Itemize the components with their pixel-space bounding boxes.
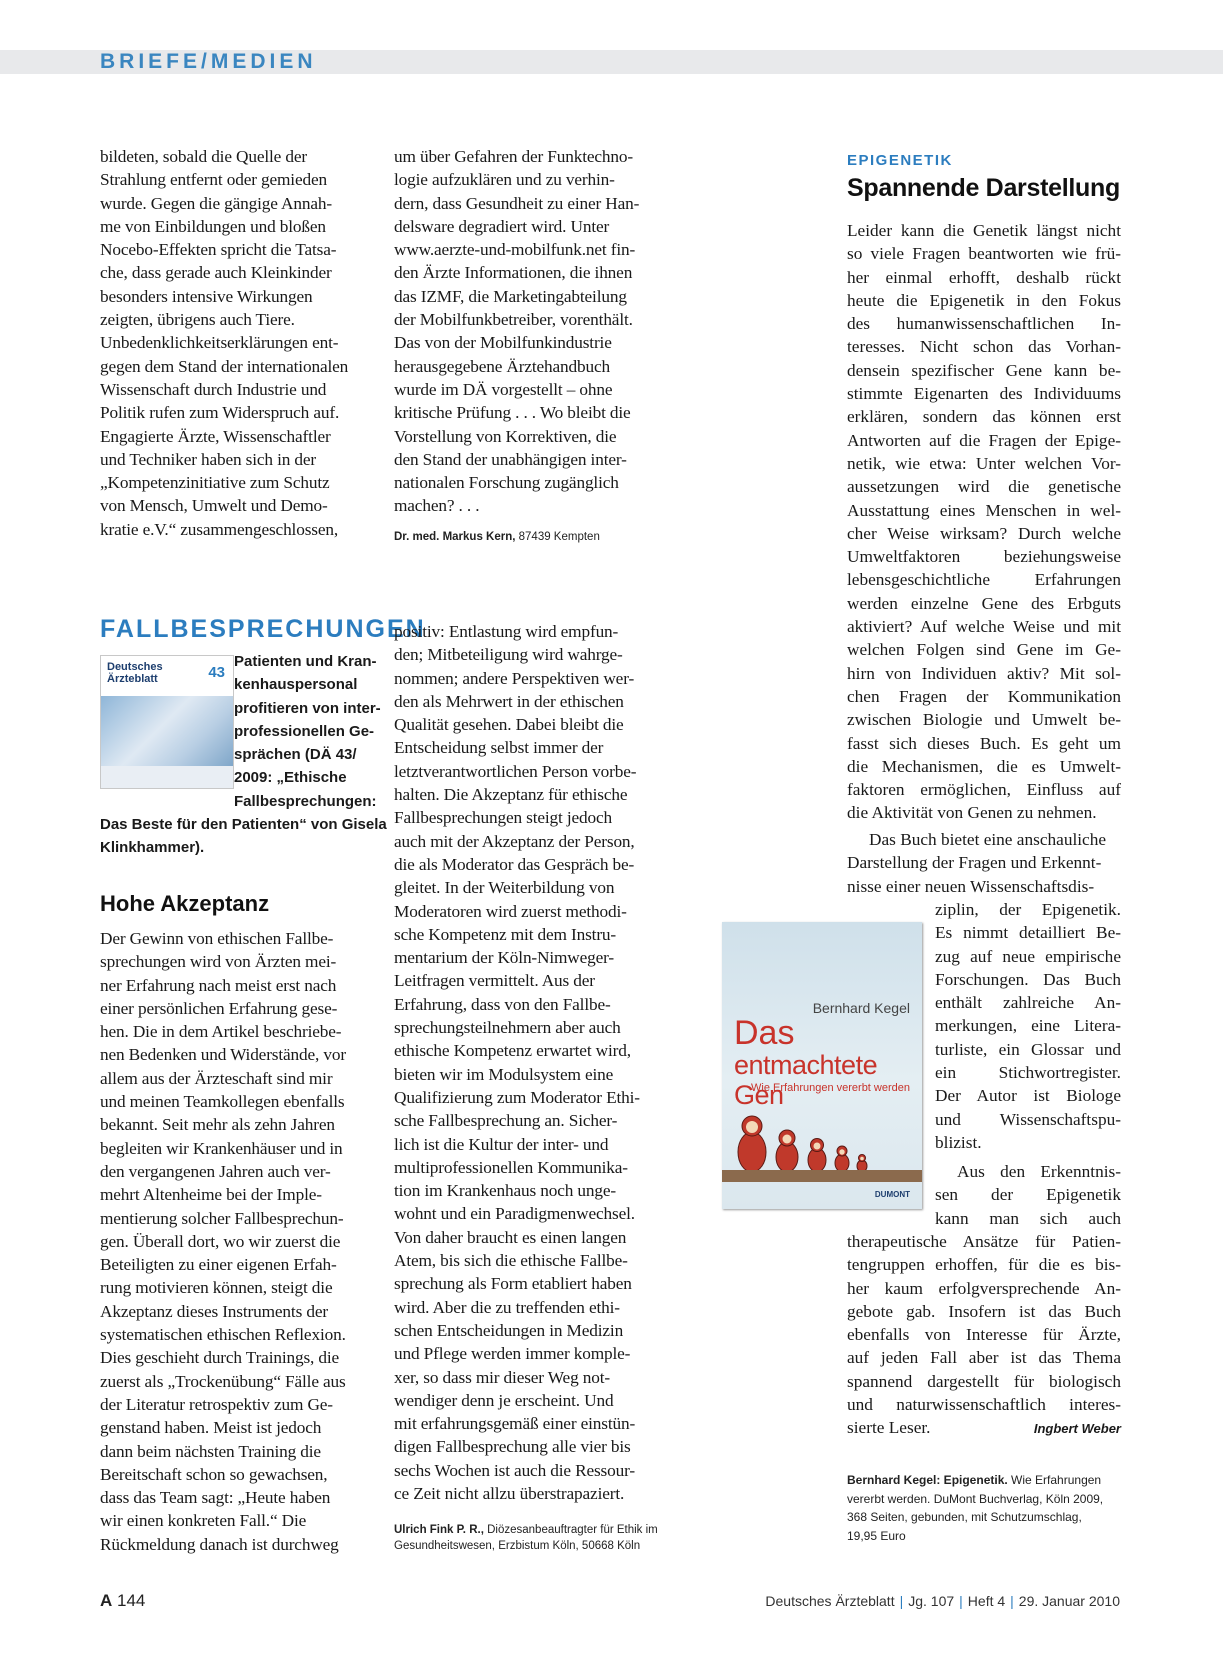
text-line: Politik rufen zum Widerspruch auf.: [100, 403, 340, 423]
text-line: Dies geschieht durch Trainings, die: [100, 1348, 340, 1368]
footer-issue: Heft 4: [967, 1593, 1006, 1609]
reference-line: kenhauspersonal: [234, 676, 358, 694]
text-line: des humanwissenschaftlichen In-: [847, 314, 1121, 334]
epigenetik-body: [847, 219, 1121, 825]
footer-journal: Deutsches Ärzteblatt: [765, 1593, 895, 1609]
text-line: kratie e.V.“ zusammengeschlossen,: [100, 519, 339, 539]
reference-line: Das Beste für den Patienten“ von Gisela: [100, 816, 387, 833]
reference-line: 2009: „Ethische: [234, 769, 347, 787]
text-line: einer persönlichen Erfahrung gese-: [100, 998, 338, 1018]
fallbesprechungen-col1: [100, 927, 375, 1556]
text-line: das IZMF, die Marketingabteilung: [394, 286, 627, 306]
text-line: heute die Epigenetik in den Fokus: [847, 290, 1121, 310]
signature-fink-rest: Diözesanbeauftragter für Ethik im: [483, 1524, 658, 1536]
text-line: auch mit der Akzeptanz der Person,: [394, 831, 635, 851]
text-line: hirn von Individuen aktiv? Mit sol-: [847, 663, 1121, 683]
text-line: wendiger denn je erscheint. Und: [394, 1390, 614, 1410]
text-line: ziplin, der Epigenetik.: [935, 900, 1121, 919]
text-line: lich ist die Kultur der inter- und: [394, 1134, 609, 1154]
text-line: cher Weise wirksam? Durch welche: [847, 523, 1121, 543]
text-line: den Ärzte Informationen, die ihnen: [394, 263, 633, 283]
citation-line-1: Wie Erfahrungen: [1007, 1473, 1102, 1487]
signature-place: 87439 Kempten: [515, 531, 600, 543]
letter-continuation-col2: [394, 145, 684, 518]
text-line: sprechungsteilnehmern aber auch: [394, 1018, 621, 1038]
text-line: dann beim nächsten Training die: [100, 1441, 321, 1461]
text-line: sprechungen wird von Ärzten mei-: [100, 952, 337, 972]
reference-line: Klinkhammer).: [100, 839, 205, 857]
footer-date: 29. Januar 2010: [1018, 1593, 1120, 1609]
text-line: Engagierte Ärzte, Wissenschaftler: [100, 426, 331, 446]
text-line: letztverantwortlichen Person vorbe-: [394, 761, 637, 781]
text-line: welchen Folgen sind Gene im Ge-: [847, 640, 1121, 660]
text-line: Moderatoren wird zuerst methodi-: [394, 901, 627, 921]
reference-line: professionellen Ge-: [234, 722, 375, 740]
text-line: www.aerzte-und-mobilfunk.net fin-: [394, 240, 636, 260]
text-line: logie aufzuklären und zu verhin-: [394, 170, 615, 190]
text-line: ein Stichwortregister.: [935, 1063, 1121, 1083]
text-line: zeigten, übrigens auch Tiere.: [100, 310, 295, 330]
text-line: von Mensch, Umwelt und Demo-: [100, 496, 328, 516]
text-line: mentierung solcher Fallbesprechun-: [100, 1208, 344, 1228]
text-line: Der Autor ist Biologe: [935, 1086, 1121, 1106]
footer-volume: Jg. 107: [908, 1593, 955, 1609]
text-line: gen. Überall dort, wo wir zuerst die: [100, 1231, 341, 1251]
citation-line-2: vererbt werden. DuMont Buchverlag, Köln 2009,: [847, 1491, 1104, 1506]
text-line: um über Gefahren der Funktechno-: [394, 147, 633, 166]
subhead-hohe-akzeptanz: Hohe Akzeptanz: [100, 891, 270, 916]
epigenetik-last-line-row: [847, 1416, 1121, 1439]
epigenetik-kicker: EPIGENETIK: [847, 152, 953, 169]
text-line: den vergangenen Jahren auch ver-: [100, 1161, 331, 1181]
text-line: Erfahrung, dass von den Fallbe-: [394, 994, 611, 1014]
text-line: turliste, ein Glossar und: [935, 1039, 1121, 1059]
text-line: ce Zeit nicht allzu überstrapaziert.: [394, 1483, 625, 1503]
text-line: chen Fragen der Kommunikation: [847, 686, 1121, 706]
text-line: netik, wie etwa: Unter welchen Vor-: [847, 453, 1121, 473]
text-line: und Techniker haben sich in der: [100, 449, 317, 469]
text-line: allem aus der Ärzteschaft sind mir: [100, 1068, 333, 1088]
matryoshka-dolls-illustration: [722, 1100, 922, 1175]
text-line: teresses. Nicht schon das Vorhan-: [847, 337, 1121, 357]
reference-line: Patienten und Kran-: [234, 653, 377, 670]
text-line: Der Gewinn von ethischen Fallbe-: [100, 929, 334, 948]
text-line: Ausstattung eines Menschen in wel-: [847, 500, 1121, 520]
text-line: der Literatur retrospektiv zum Ge-: [100, 1394, 333, 1414]
text-line: lebensgeschichtliche Erfahrungen: [847, 570, 1121, 590]
text-line: Darstellung der Fragen und Erkennt-: [847, 853, 1102, 873]
text-line: tengruppen erhoffen, für die es bis-: [847, 1255, 1121, 1275]
text-line: sprechung als Form etabliert haben: [394, 1274, 632, 1294]
text-line: Das von der Mobilfunkindustrie: [394, 333, 612, 353]
text-line: nen Bedenken und Widerstände, vor: [100, 1045, 346, 1065]
text-line: nommen; andere Perspektiven wer-: [394, 668, 635, 688]
text-line: rung motivieren können, steigt die: [100, 1278, 333, 1298]
text-line: herausgegebene Ärztehandbuch: [394, 356, 611, 376]
text-line: und naturwissenschaftlich interes-: [847, 1395, 1121, 1415]
text-line: bieten wir im Modulsystem eine: [394, 1064, 614, 1084]
text-line: digen Fallbesprechung alle vier bis: [394, 1437, 631, 1457]
reference-text-narrow: [234, 650, 381, 813]
text-line: halten. Die Akzeptanz für ethische: [394, 785, 628, 805]
fallbesprechungen-col2: [394, 620, 684, 1505]
text-line: ebenfalls von Interesse für Ärzte,: [847, 1325, 1121, 1345]
text-line: Unbedenklichkeitserklärungen ent-: [100, 333, 339, 353]
epigenetik-para2-wrap: [935, 898, 1121, 1154]
reference-line: profitieren von inter-: [234, 699, 381, 717]
book-citation: [847, 1471, 1122, 1545]
epigenetik-para3-wrap: [935, 1160, 1121, 1230]
text-line: die als Moderator das Gespräch be-: [394, 854, 635, 874]
text-line: der Mobilfunkbetreiber, vorenthält.: [394, 310, 633, 330]
text-line: bildeten, sobald die Quelle der: [100, 147, 307, 166]
text-line: Qualifizierung zum Moderator Ethi-: [394, 1087, 640, 1107]
signature-name: Dr. med. Markus Kern,: [394, 531, 516, 543]
text-line: Antworten auf die Fragen der Epige-: [847, 430, 1121, 450]
book-cover-title-1: Das: [734, 1014, 795, 1052]
cover-photo: [101, 696, 233, 766]
text-line: wurde. Gegen die gängige Annah-: [100, 193, 332, 213]
text-line: her kaum erfolgversprechende An-: [847, 1278, 1121, 1298]
text-line: Leitfragen vermittelt. Aus der: [394, 971, 595, 991]
journal-issue-number: 43: [208, 664, 225, 681]
text-line: faktoren ermöglichen, Einfluss auf: [847, 780, 1121, 800]
text-line: mit erfahrungsgemäß einer einstün-: [394, 1414, 636, 1434]
text-line: Bereitschaft schon so gewachsen,: [100, 1464, 328, 1484]
text-line: therapeutische Ansätze für Patien-: [847, 1232, 1121, 1251]
text-line: sche Kompetenz mit dem Instru-: [394, 924, 617, 944]
text-line: gegen dem Stand der internationalen: [100, 356, 349, 376]
text-line: kann man sich auch: [935, 1208, 1121, 1228]
text-line: Qualität gesehen. Dabei bleibt die: [394, 715, 624, 735]
text-line: Aus den Erkenntnis-: [957, 1162, 1121, 1181]
text-line: sche Fallbesprechung an. Sicher-: [394, 1111, 618, 1131]
section-label: BRIEFE/MEDIEN: [100, 50, 317, 73]
letter-continuation-col1: [100, 145, 370, 541]
book-cover-author: Bernhard Kegel: [812, 1000, 910, 1016]
text-line: wurde im DÄ vorgestellt – ohne: [394, 379, 613, 399]
text-line: Leider kann die Genetik längst nicht: [847, 221, 1121, 240]
text-line: zuerst als „Trockenübung“ Fälle aus: [100, 1371, 346, 1391]
text-line: fasst sich dieses Buch. Es geht um: [847, 733, 1121, 753]
text-line: Fallbesprechungen steigt jedoch: [394, 808, 613, 828]
reference-line: sprächen (DÄ 43/: [234, 746, 357, 764]
text-line: und Pflege werden immer komple-: [394, 1344, 631, 1364]
text-line: delsware degradiert wird. Unter: [394, 216, 610, 236]
reference-line: Fallbesprechungen:: [234, 792, 377, 810]
text-line: zwischen Biologie und Umwelt be-: [847, 710, 1121, 730]
epigenetik-para2-full: [847, 828, 1121, 898]
epigenetik-author: Ingbert Weber: [1033, 1421, 1121, 1436]
text-line: mehrt Altenheime bei der Imple-: [100, 1185, 322, 1205]
text-line: merkungen, eine Litera-: [935, 1016, 1121, 1036]
journal-logo: Deutsches Ärzteblatt: [107, 661, 163, 685]
book-cover: [722, 922, 922, 1209]
text-line: schen Entscheidungen in Medizin: [394, 1320, 624, 1340]
text-line: kritische Prüfung . . . Wo bleibt die: [394, 403, 631, 423]
text-line: auf jeden Fall aber ist das Thema: [847, 1348, 1121, 1368]
text-line: aktiviert? Auf welche Weise und mit: [847, 617, 1121, 637]
signature-fink-name: Ulrich Fink P. R.,: [394, 1524, 484, 1536]
text-line: Akzeptanz dieses Instruments der: [100, 1301, 328, 1321]
text-line: nisse einer neuen Wissenschaftsdis-: [847, 876, 1095, 896]
text-line: Beteiligten zu einer eigenen Erfah-: [100, 1255, 337, 1275]
text-line: zug auf neue empirische: [935, 946, 1121, 966]
page-number: [100, 1591, 145, 1611]
book-cover-publisher: DUMONT: [874, 1190, 910, 1199]
text-line: systematischen ethischen Reflexion.: [100, 1325, 346, 1345]
page-number-value: 144: [117, 1591, 146, 1610]
text-line: me von Einbildungen und bloßen: [100, 216, 326, 236]
book-cover-shelf: [722, 1170, 922, 1182]
signature-kern: [394, 529, 600, 545]
text-line: Es nimmt detailliert Be-: [935, 923, 1121, 943]
text-line: her einmal erhofft, deshalb rückt: [847, 267, 1121, 287]
text-line: dern, dass Gesundheit zu einer Han-: [394, 193, 640, 213]
text-line: aussetzungen wird die genetische: [847, 477, 1121, 497]
book-cover-subtitle: Wie Erfahrungen vererbt werden: [751, 1082, 910, 1094]
text-line: Das Buch bietet eine anschauliche: [869, 830, 1107, 849]
text-line: machen? . . .: [394, 496, 480, 516]
text-line: enthält zahlreiche An-: [935, 993, 1121, 1013]
text-line: den Stand der unabhängigen inter-: [394, 449, 627, 469]
text-line: hen. Die in dem Artikel beschriebe-: [100, 1022, 342, 1042]
text-line: ethische Kompetenz erwartet wird,: [394, 1041, 631, 1061]
text-line: sechs Wochen ist auch die Ressour-: [394, 1460, 635, 1480]
text-line: den; Mitbeteiligung wird wahrge-: [394, 645, 623, 665]
text-line: Entscheidung selbst immer der: [394, 738, 604, 758]
text-line: densein spezifischer Gene kann be-: [847, 360, 1121, 380]
text-line: blizist.: [935, 1132, 982, 1152]
text-line: sen der Epigenetik: [935, 1185, 1121, 1205]
journal-cover-thumbnail: [100, 655, 234, 789]
citation-line-3: 368 Seiten, gebunden, mit Schutzumschlag,: [847, 1510, 1082, 1524]
text-line: die Aktivität von Genen zu nehmen.: [847, 803, 1097, 823]
text-line: und meinen Teamkollegen ebenfalls: [100, 1092, 345, 1112]
book-cover-title-2: entmachtete Gen: [734, 1050, 878, 1110]
text-line: „Kompetenzinitiative zum Schutz: [100, 473, 330, 493]
text-line: tion im Krankenhaus noch unge-: [394, 1181, 617, 1201]
text-line: ner Erfahrung nach meist erst nach: [100, 975, 337, 995]
signature-fink: [394, 1522, 658, 1554]
text-line: stimmte Eigenarten des Individuums: [847, 384, 1121, 404]
text-line: multiprofessionellen Kommunika-: [394, 1157, 628, 1177]
text-line: Forschungen. Das Buch: [935, 969, 1121, 989]
cover-band: [101, 766, 233, 788]
text-line: Nocebo-Effekten spricht die Tatsa-: [100, 240, 337, 260]
text-line: besonders intensive Wirkungen: [100, 286, 313, 306]
fallbesprechungen-title: FALLBESPRECHUNGEN: [100, 615, 426, 643]
citation-bold: Bernhard Kegel: Epigenetik.: [847, 1473, 1008, 1487]
text-line: Vorstellung von Korrektiven, die: [394, 426, 617, 446]
text-line: Strahlung entfernt oder gemieden: [100, 170, 327, 190]
signature-fink-line2: Gesundheitswesen, Erzbistum Köln, 50668 Köln: [394, 1540, 641, 1552]
text-line: erklären, sondern das können erst: [847, 407, 1121, 427]
text-line: wohnt und ein Paradigmenwechsel.: [394, 1204, 635, 1224]
text-line: und Wissenschaftspu-: [935, 1109, 1121, 1129]
text-line: begleiten wir Krankenhäuser und in: [100, 1138, 343, 1158]
epigenetik-headline: Spannende Darstellung: [847, 174, 1120, 202]
epigenetik-last-line: sierte Leser.: [847, 1418, 931, 1437]
epigenetik-para3-full: [847, 1230, 1121, 1416]
citation-line-4: 19,95 Euro: [847, 1528, 906, 1543]
journal-footer: Deutsches Ärzteblatt | Jg. 107 | Heft 4 | 29. Januar 2010: [765, 1593, 1120, 1609]
text-line: gebote gab. Insofern ist das Buch: [847, 1301, 1121, 1321]
text-line: positiv: Entlastung wird empfun-: [394, 622, 619, 641]
text-line: Atem, bis sich die ethische Fallbe-: [394, 1251, 628, 1271]
text-line: wir einen konkreten Fall.“ Die: [100, 1511, 307, 1531]
text-line: wird. Aber die zu treffenden ethi-: [394, 1297, 620, 1317]
text-line: spannend dargestellt für biologisch: [847, 1371, 1121, 1391]
text-line: genstand haben. Meist ist jedoch: [100, 1418, 322, 1438]
text-line: Wissenschaft durch Industrie und: [100, 379, 327, 399]
text-line: nationalen Forschung zugänglich: [394, 473, 619, 493]
text-line: Rückmeldung danach ist durchweg: [100, 1534, 339, 1554]
text-line: so viele Fragen beantworten wie frü-: [847, 244, 1121, 264]
text-line: xer, so dass mir dieser Weg not-: [394, 1367, 610, 1387]
text-line: Umweltfaktoren beziehungsweise: [847, 547, 1121, 567]
page-prefix: A: [100, 1591, 113, 1610]
text-line: che, dass gerade auch Kleinkinder: [100, 263, 332, 283]
text-line: werden einzelne Gene des Erbguts: [847, 593, 1121, 613]
text-line: Von daher braucht es einen langen: [394, 1227, 627, 1247]
text-line: bekannt. Seit mehr als zehn Jahren: [100, 1115, 335, 1135]
text-line: dass das Team sagt: „Heute haben: [100, 1488, 331, 1508]
text-line: die Mechanismen, die es Umwelt-: [847, 756, 1121, 776]
text-line: mentarium der Köln-Nimweger-: [394, 948, 615, 968]
text-line: gleitet. In der Weiterbildung von: [394, 878, 615, 898]
text-line: den als Mehrwert in der ethischen: [394, 691, 624, 711]
reference-text-wide: [100, 813, 387, 860]
